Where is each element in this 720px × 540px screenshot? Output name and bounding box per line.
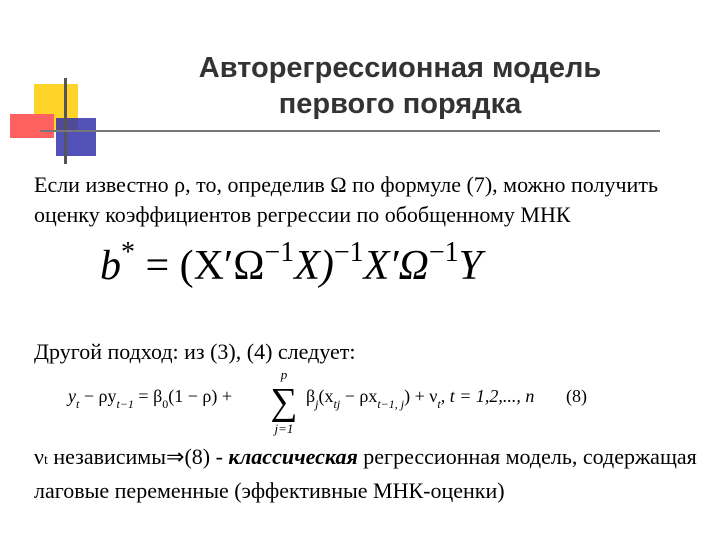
conclusion-part-1: независимы⇒(8) - (47, 444, 229, 469)
decor-red-bar (10, 114, 54, 138)
eq8-beta-j: β (306, 386, 316, 406)
decor-horizontal-rule (40, 130, 660, 132)
eq8-range: , t = 1,2,..., n (440, 386, 535, 406)
sum-lower-limit: j=1 (274, 421, 294, 436)
eq8-rho-x: − ρx (340, 386, 378, 406)
nu-symbol: ν (34, 444, 44, 469)
eq8-sub: t (437, 397, 441, 411)
eq8-x: (x (318, 386, 334, 406)
title-line-1: Авторегрессионная модель (198, 52, 602, 84)
equation-8 (68, 368, 628, 438)
eq8-sub: t−1, j (377, 397, 405, 411)
eq8-rho-y: − ρy (79, 386, 117, 406)
eq8-beta0: = β (133, 386, 163, 406)
sum-upper-limit: p (280, 367, 288, 382)
equation-number: (8) (566, 386, 587, 406)
f1-lhs: b (100, 243, 121, 289)
conclusion-part-2: регрессионная модель, содержащая лаговые переменные (эффективные МНК-оценки) (34, 444, 697, 503)
eq8-y: y (68, 386, 76, 406)
eq8-left-side (68, 386, 233, 411)
eq8-sub: t (76, 397, 80, 411)
gls-formula (100, 236, 482, 301)
f1-rhs: Y (458, 243, 483, 289)
slide-title (140, 50, 660, 122)
f1-mid2: X′Ω (363, 243, 429, 289)
f1-exp3: −1 (428, 237, 459, 268)
nu-subscript: t (43, 453, 48, 468)
eq8-one-minus-rho: (1 − ρ) + (168, 386, 233, 406)
decor-vertical-line (64, 78, 67, 164)
paragraph-conclusion (34, 442, 704, 506)
decor-blue-square (56, 118, 96, 156)
f1-exp2: −1 (333, 237, 364, 268)
eq8-sub: 0 (162, 397, 169, 411)
eq8-nu: ) + ν (404, 386, 438, 406)
f1-eq: = (X′Ω (135, 243, 265, 289)
f1-mid: X) (294, 243, 334, 289)
sigma-icon: ∑ (270, 381, 298, 423)
sum-symbol (264, 368, 304, 436)
eq8-sub: j (315, 397, 319, 411)
eq8-sub: t−1 (116, 397, 134, 411)
eq8-sub: tj (333, 397, 341, 411)
paragraph-intro: Если известно ρ, то, определив Ω по формуле (7), можно получить оценку коэффициентов регрессии по обобщенному МНК (34, 172, 658, 227)
emphasis-classic: классическая (228, 444, 358, 469)
paragraph-other-approach: Другой подход: из (3), (4) следует: (34, 339, 356, 364)
f1-exp1: −1 (264, 237, 295, 268)
title-line-2: первого порядка (278, 88, 522, 120)
f1-star: * (121, 237, 135, 268)
eq8-right-side (306, 386, 535, 411)
